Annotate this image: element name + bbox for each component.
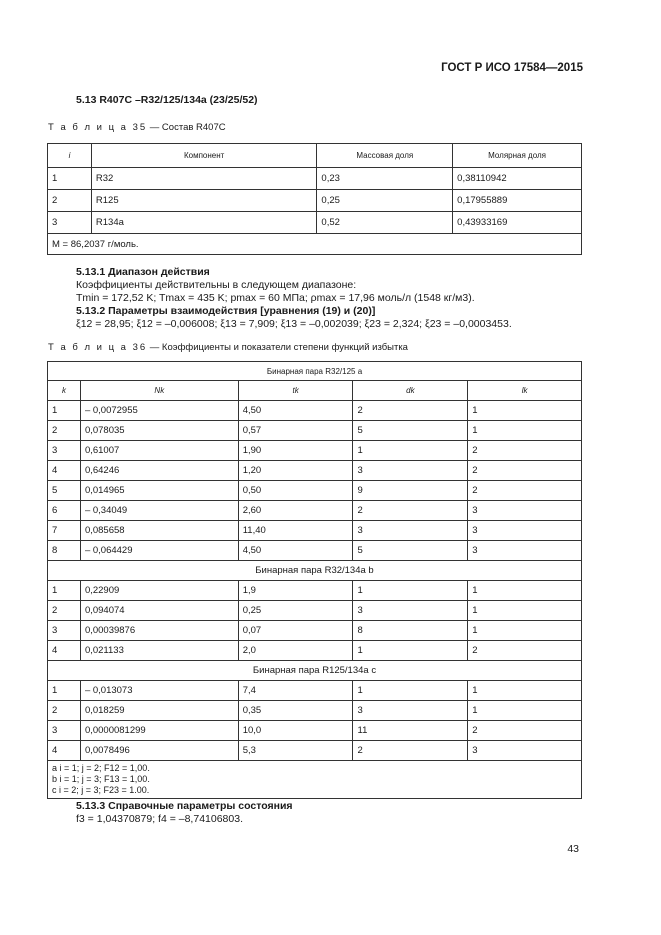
cell: 1: [353, 641, 468, 661]
cell: 11: [353, 721, 468, 741]
group-r32-125: [48, 401, 582, 561]
standard-header: ГОСТ Р ИСО 17584—2015: [441, 62, 583, 74]
cell: 2: [353, 501, 468, 521]
cell: 1: [468, 681, 582, 701]
col-header-molar-fraction: Молярная доля: [453, 144, 582, 168]
cell: 0,014965: [80, 481, 238, 501]
col-header-nk: Nk: [80, 381, 238, 401]
cell: 2,60: [238, 501, 353, 521]
cell: 1: [468, 621, 582, 641]
table-row: [48, 701, 582, 721]
cell: 3: [48, 721, 81, 741]
table-row: [48, 521, 582, 541]
range-values: Tmin = 172,52 K; Tmax = 435 K; pmax = 60 МПа; ρmax = 17,96 моль/л (1548 кг/м3).: [76, 292, 475, 304]
cell: 2: [48, 601, 81, 621]
cell: 7: [48, 521, 81, 541]
cell: 6: [48, 501, 81, 521]
table-row: [48, 401, 582, 421]
table-row: [48, 168, 582, 190]
group-r32-134a: [48, 581, 582, 661]
pair-heading: Бинарная пара R125/134a c: [48, 661, 582, 681]
cell: 1: [468, 581, 582, 601]
cell: 1: [468, 601, 582, 621]
reference-params: f3 = 1,04370879; f4 = –8,74106803.: [76, 813, 243, 825]
cell: 0,52: [317, 212, 453, 234]
cell: 0,17955889: [453, 190, 582, 212]
table-row: [48, 641, 582, 661]
subsection-title: 5.13.3 Справочные параметры состояния: [76, 800, 293, 812]
cell: 0,57: [238, 421, 353, 441]
cell: 0,085658: [80, 521, 238, 541]
table-35: [47, 143, 582, 255]
cell: 0,021133: [80, 641, 238, 661]
cell: 10,0: [238, 721, 353, 741]
cell: 1: [48, 401, 81, 421]
col-header-mass-fraction: Массовая доля: [317, 144, 453, 168]
cell: R134a: [91, 212, 317, 234]
cell: 3: [468, 541, 582, 561]
cell: 1: [48, 581, 81, 601]
cell: 4: [48, 741, 81, 761]
table-row: [48, 481, 582, 501]
cell: 5: [353, 541, 468, 561]
cell: 0,00039876: [80, 621, 238, 641]
note-a: a i = 1; j = 2; F12 = 1,00.: [52, 763, 150, 773]
table-36: [47, 361, 582, 799]
cell: 1: [468, 421, 582, 441]
table-header-row: [48, 381, 582, 401]
cell: 2: [468, 721, 582, 741]
cell: 2: [468, 461, 582, 481]
col-header-tk: tk: [238, 381, 353, 401]
cell: 0,25: [238, 601, 353, 621]
cell: 0,50: [238, 481, 353, 501]
cell: 5: [48, 481, 81, 501]
col-header-component: Компонент: [91, 144, 317, 168]
cell: 0,07: [238, 621, 353, 641]
cell: 1: [468, 701, 582, 721]
cell: 1,20: [238, 461, 353, 481]
cell: 3: [48, 441, 81, 461]
cell: 3: [48, 212, 92, 234]
cell: 3: [468, 741, 582, 761]
cell: 0,43933169: [453, 212, 582, 234]
table-row: [48, 461, 582, 481]
table-row: [48, 721, 582, 741]
range-intro: Коэффициенты действительны в следующем диапазоне:: [76, 279, 357, 291]
page-number: 43: [567, 843, 579, 855]
cell: – 0,34049: [80, 501, 238, 521]
cell: 2: [353, 401, 468, 421]
cell: 3: [353, 601, 468, 621]
table-row: [48, 681, 582, 701]
cell: 0,0078496: [80, 741, 238, 761]
section-5-13-1: [76, 266, 512, 331]
cell: 11,40: [238, 521, 353, 541]
table-row: [48, 541, 582, 561]
cell: 4: [48, 461, 81, 481]
col-header-k: k: [48, 381, 81, 401]
table-row: [48, 601, 582, 621]
table35-caption: Т а б л и ц а 35 — Состав R407C: [48, 122, 226, 133]
cell: 1: [353, 681, 468, 701]
table-row: [48, 441, 582, 461]
cell: 2: [468, 641, 582, 661]
cell: 4: [48, 641, 81, 661]
cell: 4,50: [238, 541, 353, 561]
cell: 3: [468, 501, 582, 521]
cell: – 0,064429: [80, 541, 238, 561]
cell: 0,35: [238, 701, 353, 721]
table-row: [48, 212, 582, 234]
cell: R125: [91, 190, 317, 212]
cell: 0,018259: [80, 701, 238, 721]
cell: 1: [353, 441, 468, 461]
cell: 2: [468, 481, 582, 501]
cell: 0,094074: [80, 601, 238, 621]
cell: – 0,013073: [80, 681, 238, 701]
cell: 0,23: [317, 168, 453, 190]
cell: 8: [48, 541, 81, 561]
cell: 3: [353, 461, 468, 481]
col-header-dk: dk: [353, 381, 468, 401]
cell: 0,25: [317, 190, 453, 212]
cell: 0,61007: [80, 441, 238, 461]
cell: 2: [48, 421, 81, 441]
cell: 0,38110942: [453, 168, 582, 190]
section-5-13-3: [76, 800, 293, 826]
table-footer-row: [48, 234, 582, 255]
cell: 0,0000081299: [80, 721, 238, 741]
table-notes: [48, 761, 582, 799]
cell: 2: [48, 190, 92, 212]
cell: 1,9: [238, 581, 353, 601]
cell: 4,50: [238, 401, 353, 421]
pair-heading: Бинарная пара R32/134a b: [48, 561, 582, 581]
note-b: b i = 1; j = 3; F13 = 1,00.: [52, 774, 150, 784]
interaction-params: ξ12 = 28,95; ξ12 = –0,006008; ξ13 = 7,909; ξ13 = –0,002039; ξ23 = 2,324; ξ23 = –0,0003453.: [76, 318, 512, 330]
table36-caption: Т а б л и ц а 36 — Коэффициенты и показатели степени функций избытка: [48, 342, 408, 353]
table-row: [48, 581, 582, 601]
cell: 1: [353, 581, 468, 601]
section-title: 5.13 R407C –R32/125/134a (23/25/52): [76, 94, 258, 106]
cell: 2: [353, 741, 468, 761]
cell: 2: [48, 701, 81, 721]
table-row: [48, 421, 582, 441]
pair-heading: Бинарная пара R32/125 a: [48, 362, 582, 381]
cell: 3: [468, 521, 582, 541]
molar-mass-note: M = 86,2037 г/моль.: [48, 234, 582, 255]
cell: 2,0: [238, 641, 353, 661]
cell: 7,4: [238, 681, 353, 701]
cell: 9: [353, 481, 468, 501]
cell: 1,90: [238, 441, 353, 461]
cell: 3: [353, 521, 468, 541]
cell: 8: [353, 621, 468, 641]
cell: 2: [468, 441, 582, 461]
cell: 1: [468, 401, 582, 421]
table-row: [48, 190, 582, 212]
cell: 3: [48, 621, 81, 641]
cell: 0,078035: [80, 421, 238, 441]
cell: 0,64246: [80, 461, 238, 481]
cell: 0,22909: [80, 581, 238, 601]
table-row: [48, 501, 582, 521]
cell: 1: [48, 168, 92, 190]
col-header-lk: lk: [468, 381, 582, 401]
table-row: [48, 741, 582, 761]
subsection-title: 5.13.1 Диапазон действия: [76, 266, 210, 278]
col-header-i: i: [48, 144, 92, 168]
cell: 5,3: [238, 741, 353, 761]
cell: 5: [353, 421, 468, 441]
cell: 3: [353, 701, 468, 721]
note-c: c i = 2; j = 3; F23 = 1.00.: [52, 785, 150, 795]
cell: R32: [91, 168, 317, 190]
group-r125-134a: [48, 681, 582, 761]
subsection-title: 5.13.2 Параметры взаимодействия [уравнения (19) и (20)]: [76, 305, 376, 317]
cell: – 0,0072955: [80, 401, 238, 421]
table-row: [48, 621, 582, 641]
table-header-row: [48, 144, 582, 168]
cell: 1: [48, 681, 81, 701]
